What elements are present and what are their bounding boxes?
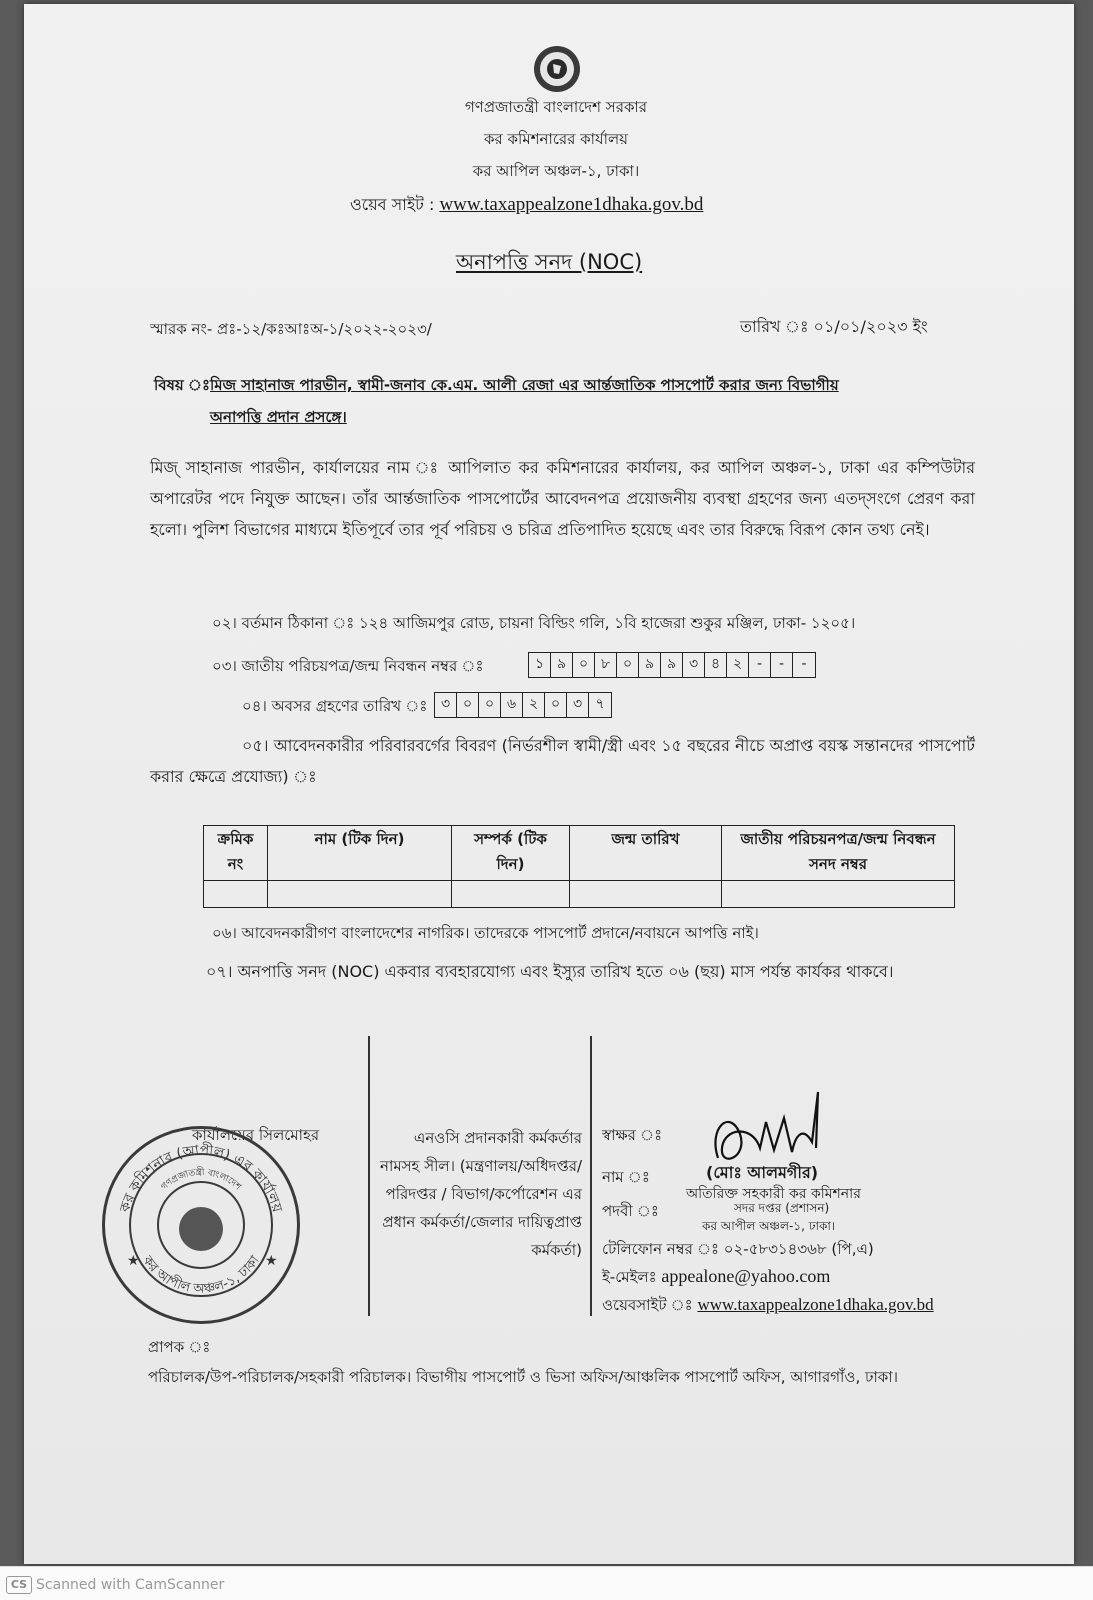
header-line-zone: কর আপিল অঞ্চল-১, ঢাকা। (472, 162, 640, 180)
subject-line-2: অনাপত্তি প্রদান প্রসঙ্গে। (210, 408, 347, 426)
nid-digit-box: ২ (727, 653, 749, 677)
sign-label: স্বাক্ষর ঃ (602, 1126, 663, 1144)
nid-digit-box: ৮ (595, 653, 617, 677)
item-02-address: ০২। বর্তমান ঠিকানা ঃ ১২৪ আজিমপুর রোড, চায়না বিল্ডিং গলি, ১বি হাজেরা শুকুর মঞ্জিল, ঢাকা- ১২০৫। (212, 614, 856, 632)
nid-digit-box: ৯ (639, 653, 661, 677)
retirement-digit-box: ২ (523, 693, 545, 717)
nid-digit-box: ৯ (551, 653, 573, 677)
svg-text:গণপ্রজাতন্ত্রী বাংলাদেশ (159, 1166, 243, 1193)
item-07-validity: ০৭। অনপাত্তি সনদ (NOC) একবার ব্যবহারযোগ্য এবং ইস্যুর তারিখ হতে ০৬ (ছয়) মাস পর্যন্ত কার্যকর থাকবে। (206, 962, 894, 981)
svg-text:কর কমিশনার (আপীল) এর কার্যালয় (117, 1142, 285, 1215)
signature-divider-2 (590, 1036, 592, 1316)
body-paragraph: মিজ্ সাহানাজ পারভীন, কার্যালয়ের নাম ঃ আপিলাত কর কমিশনারের কার্যালয়, কর আপিল অঞ্চল-১, ঢাকা এর কম্পিউটার অপারেটর পদে নিযুক্ত আছেন। তাঁর আর্ন্তজাতিক পাসপোর্টের আবেদনপত্র প্রয়োজনীয় ব্যবস্থা গ্রহণের জন্য এতদ্‌সংগে প্রেরণ করা হলো। পুলিশ বিভাগের মাধ্যমে ইতিপূর্বে তার পূর্ব পরিচয় ও চরিত্র প্রতিপাদিত হয়েছে এবং তার বিরুদ্ধে বিরূপ কোন তথ্য নেই। (150, 458, 975, 539)
table-row (204, 881, 955, 908)
signature-divider-1 (368, 1036, 370, 1316)
government-emblem-icon (532, 44, 582, 94)
nid-digit-box: - (771, 653, 793, 677)
col-birth-date: জন্ম তারিখ (570, 826, 722, 881)
item-03-label: ০৩। জাতীয় পরিচয়পত্র/জন্ম নিবন্ধন নম্বর ঃ (212, 657, 484, 675)
retirement-digit-box: ৭ (595, 696, 605, 712)
item-05-family-info: ০৫। আবেদনকারীর পরিবারবর্গের বিবরণ (নির্ভরশীল স্বামী/স্ত্রী এবং ১৫ বছরের নীচে অপ্রাপ্ত বয়স্ক সন্তানদের পাসপোর্ট করার ক্ষেত্রে প্রযোজ্য) ঃ (150, 736, 975, 786)
table-cell (722, 881, 955, 908)
seal-label: কার্যালয়ের সিলমোহর (192, 1126, 320, 1144)
table-cell (570, 881, 722, 908)
web-label: ওয়েবসাইট ঃ (602, 1296, 693, 1314)
retirement-digit-box: ৩ (567, 693, 589, 717)
nid-digit-box: ১ (529, 653, 551, 677)
subject-label: বিষয় ঃ (154, 376, 210, 394)
retirement-digit-box: ৬ (501, 693, 523, 717)
signer-title-3: কর আপীল অঞ্চল-১, ঢাকা। (702, 1219, 836, 1233)
recipient-label: প্রাপক ঃ (148, 1338, 211, 1356)
website-label: ওয়েব সাইট : (350, 195, 435, 214)
family-table (203, 825, 955, 908)
retirement-digit-box: ০ (545, 693, 567, 717)
signer-name: (মোঃ আলমগীর) (706, 1163, 819, 1182)
retirement-digit-box: ০ (457, 693, 479, 717)
svg-text:★: ★ (127, 1253, 140, 1269)
signer-title-2: সদর দপ্তর (প্রশাসন) (734, 1201, 830, 1215)
website-link[interactable]: www.taxappealzone1dhaka.gov.bd (439, 194, 704, 215)
nid-digit-box: ৯ (661, 653, 683, 677)
telephone-number: টেলিফোন নম্বর ঃ ০২-৫৮৩১৪৩৬৮ (পি,এ) (602, 1240, 874, 1258)
designation-label: পদবী ঃ (602, 1202, 659, 1220)
header-line-office: কর কমিশনারের কার্যালয় (484, 130, 628, 148)
svg-text:কর আপীল অঞ্চল-১, ঢাকা (139, 1253, 263, 1297)
nid-digit-box: - (801, 656, 807, 672)
seal-ring-text: কর কমিশনার (আপীল) এর কার্যালয় (117, 1142, 285, 1215)
seal-inner-text: গণপ্রজাতন্ত্রী বাংলাদেশ (159, 1167, 243, 1193)
email-line (602, 1266, 830, 1291)
col-relation: সম্পর্ক (টিক দিন) (452, 826, 570, 881)
retirement-date-boxes (434, 692, 612, 718)
item-06-citizenship: ০৬। আবেদনকারীগণ বাংলাদেশের নাগরিক। তাদেরকে পাসপোর্ট প্রদানে/নবায়নে আপত্তি নাই। (212, 924, 759, 942)
camscanner-logo-icon: CS (6, 1576, 32, 1594)
retirement-digit-box: ০ (479, 693, 501, 717)
web-line (602, 1294, 934, 1319)
recipient-text: পরিচালক/উপ-পরিচালক/সহকারী পরিচালক। বিভাগীয় পাসপোর্ট ও ভিসা অফিস/আঞ্চলিক পাসপোর্ট অফিস, আগারগাঁও, ঢাকা। (148, 1368, 899, 1386)
col-serial: ক্রমিক নং (204, 826, 268, 881)
table-cell (268, 881, 452, 908)
subject-line-1: মিজ সাহানাজ পারভীন, স্বামী-জনাব কে.এম. আলী রেজা এর আর্ন্তজাতিক পাসপোর্ট করার জন্য বিভাগীয় (210, 376, 839, 394)
header-website (350, 192, 703, 219)
email-label: ই-মেইলঃ (602, 1268, 657, 1286)
seal-emblem-icon (179, 1207, 223, 1251)
retirement-digit-box: ৩ (435, 693, 457, 717)
scanner-watermark-text: Scanned with CamScanner (36, 1577, 225, 1593)
office-seal-stamp (102, 1126, 300, 1324)
nid-digit-box: ৩ (683, 653, 705, 677)
issuing-officer-text: এনওসি প্রদানকারী কর্মকর্তার নামসহ সীল। (মন্ত্রণালয়/অধিদপ্তর/পরিদপ্তর / বিভাগ/কর্পোরেশন এর প্রধান কর্মকর্তা/জেলার দায়িত্বপ্রাপ্ত কর্মকর্তা) (380, 1129, 582, 1259)
table-cell (452, 881, 570, 908)
document-date: তারিখ ঃ ০১/০১/২০২৩ ইং (740, 317, 928, 336)
table-cell (204, 881, 268, 908)
signer-title-1: অতিরিক্ত সহকারী কর কমিশনার (686, 1186, 861, 1202)
nid-digit-box: ৪ (705, 653, 727, 677)
col-name: নাম (টিক দিন) (268, 826, 452, 881)
svg-text:★: ★ (265, 1253, 278, 1269)
nid-number-boxes (528, 652, 816, 678)
web-link[interactable]: www.taxappealzone1dhaka.gov.bd (697, 1295, 934, 1314)
seal-bottom-text: কর আপীল অঞ্চল-১, ঢাকা (139, 1253, 263, 1297)
memo-number: স্মারক নং- প্রঃ-১২/কঃআঃঅ-১/২০২২-২০২৩/ (150, 320, 432, 338)
family-table-header-row (204, 826, 955, 881)
nid-digit-box: - (749, 653, 771, 677)
nid-digit-box: ০ (573, 653, 595, 677)
item-04-label: ০৪। অবসর গ্রহণের তারিখ ঃ (242, 697, 428, 715)
email-link[interactable]: appealone@yahoo.com (661, 1266, 831, 1286)
page-title: অনাপত্তি সনদ (NOC) (456, 250, 643, 274)
name-label: নাম ঃ (602, 1168, 650, 1186)
header-line-government: গণপ্রজাতন্ত্রী বাংলাদেশ সরকার (464, 98, 648, 116)
col-nid: জাতীয় পরিচয়নপত্র/জন্ম নিবন্ধন সনদ নম্বর (722, 826, 955, 881)
nid-digit-box: ০ (617, 653, 639, 677)
